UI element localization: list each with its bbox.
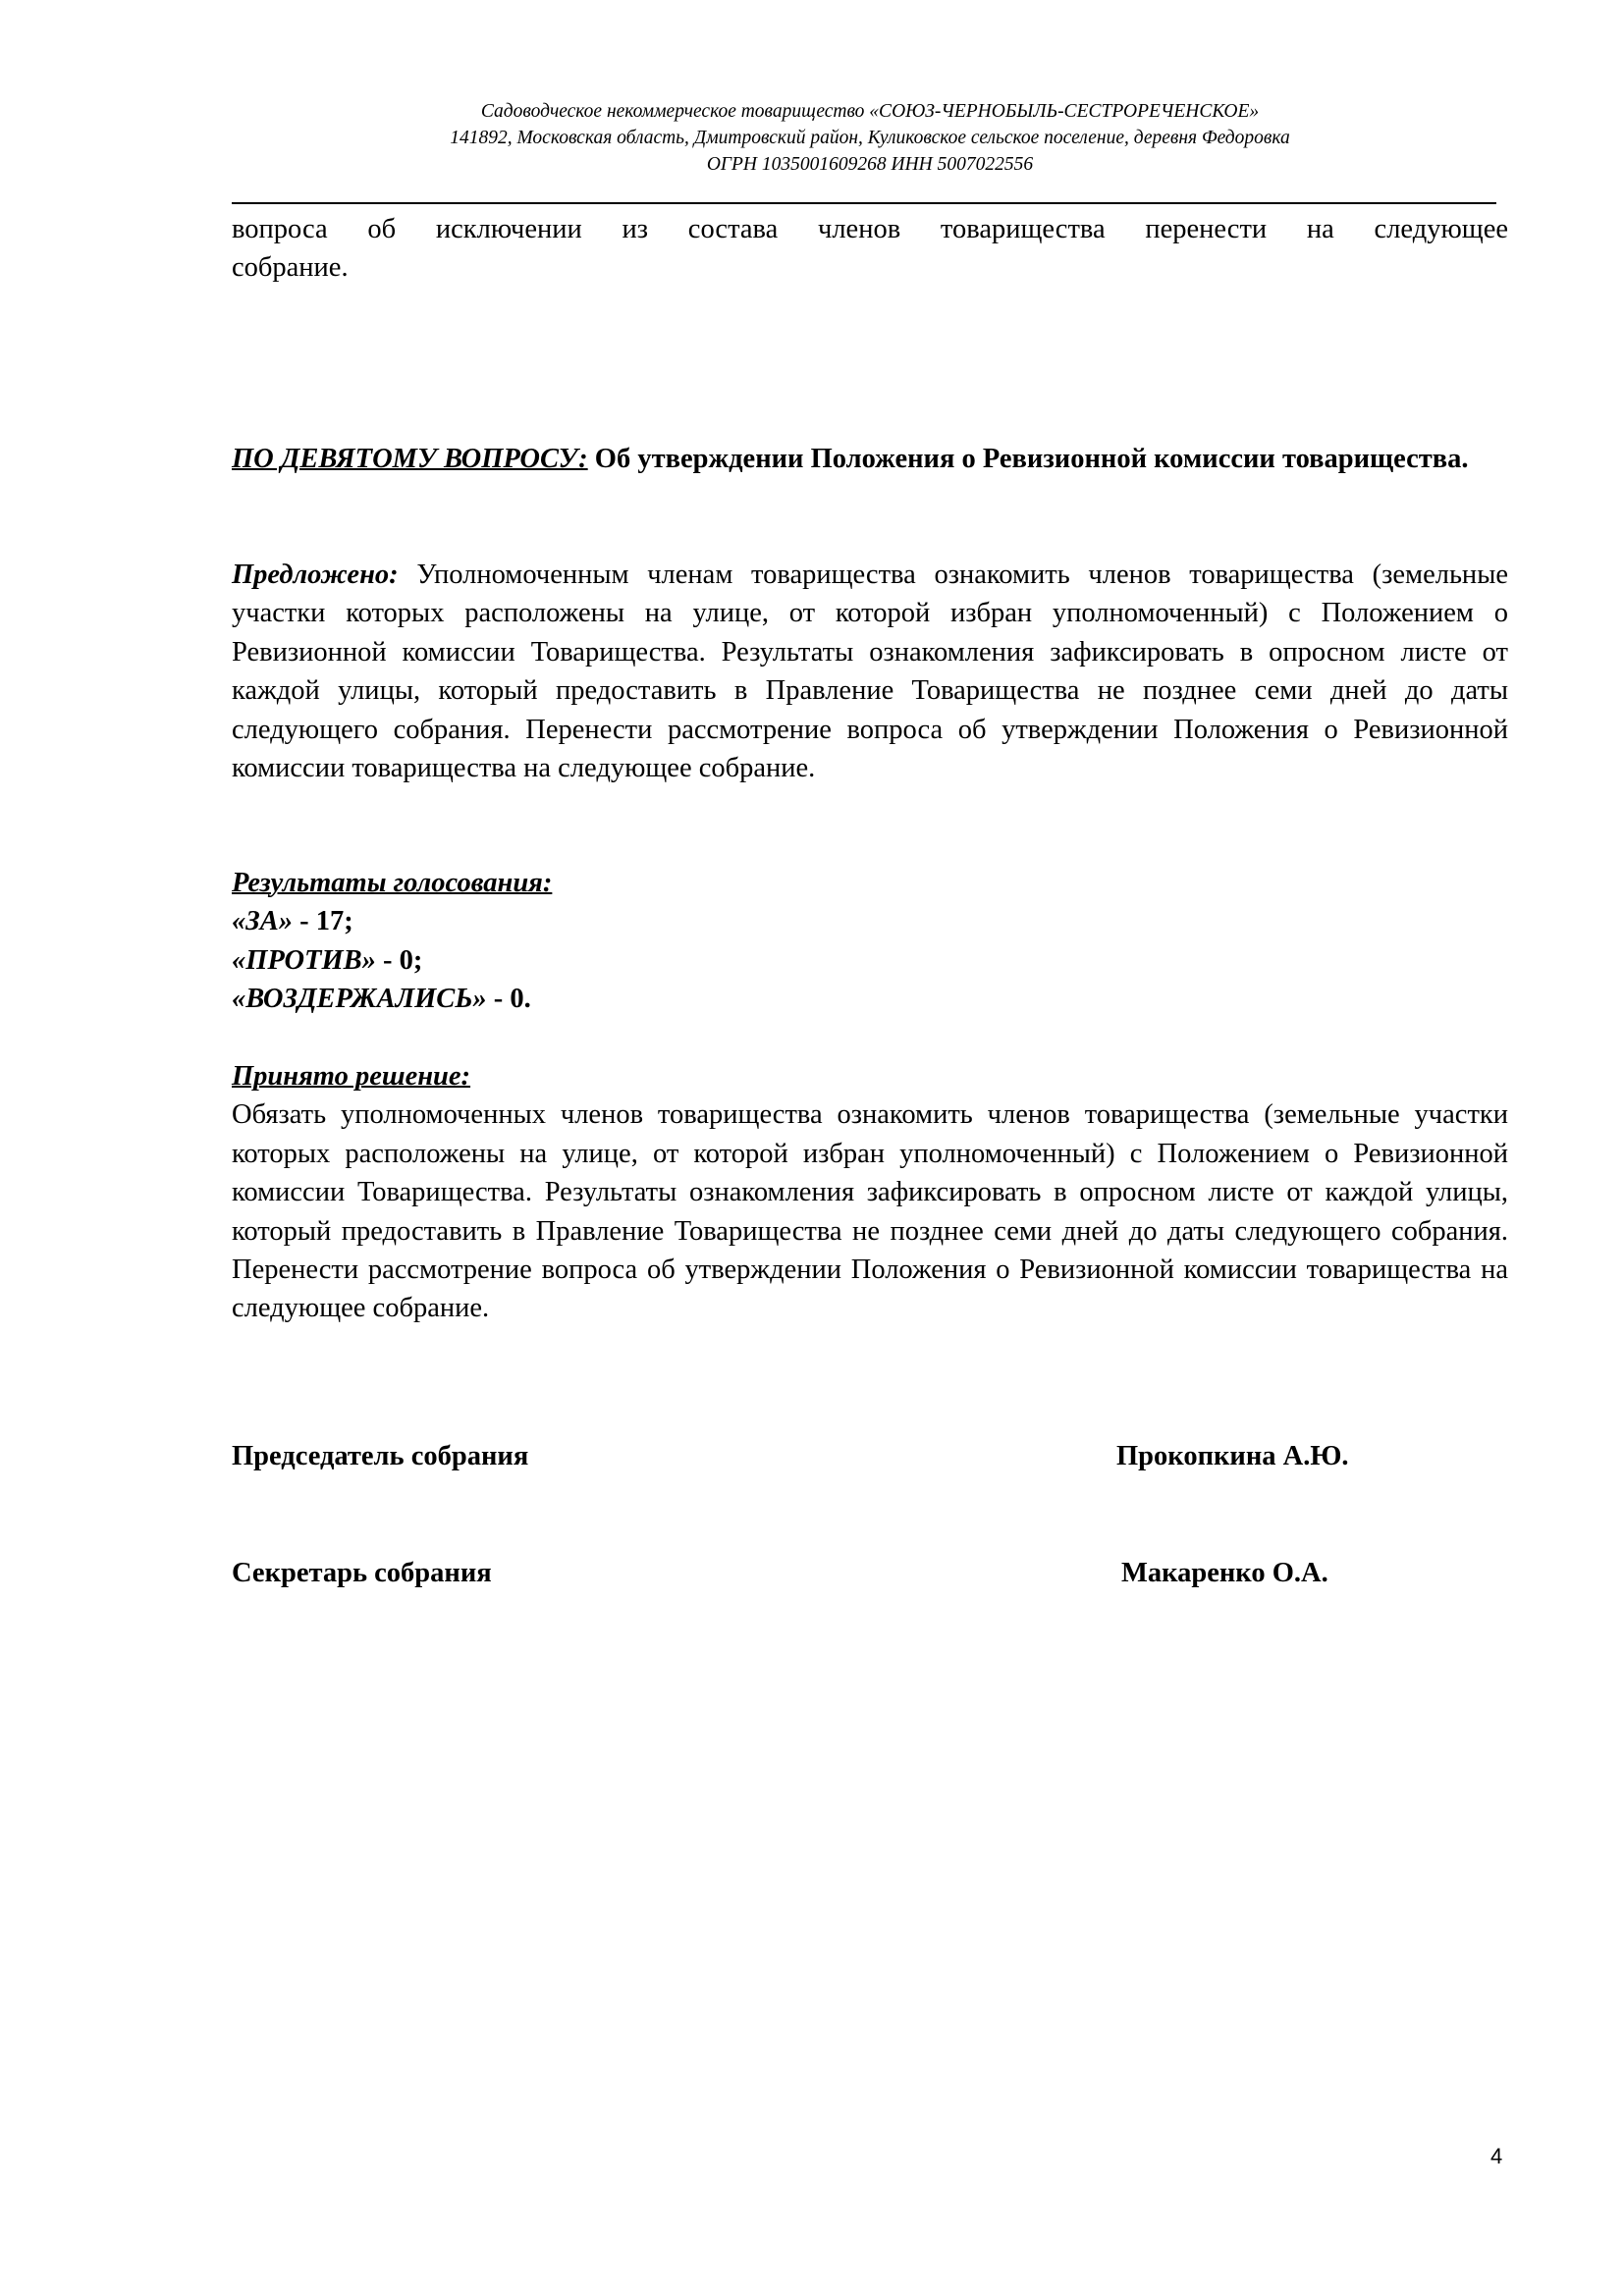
vote-row-for: [232, 902, 1508, 940]
vote-label: «ПРОТИВ»: [232, 944, 376, 976]
letterhead: [232, 98, 1508, 178]
secretary-role: Секретарь собрания: [232, 1558, 492, 1588]
question-9-label: ПО ДЕВЯТОМУ ВОПРОСУ:: [232, 444, 588, 474]
chair-role: Председатель собрания: [232, 1441, 529, 1471]
secretary-name: Макаренко О.А.: [1121, 1558, 1328, 1588]
decision-section: [232, 1057, 1508, 1328]
letterhead-org-name: Садоводческое некоммерческое товарищество «СОЮЗ-ЧЕРНОБЫЛЬ-СЕСТРОРЕЧЕНСКОЕ»: [480, 101, 1260, 122]
decision-text: Обязать уполномоченных членов товарищества ознакомить членов товарищества (земельные участки которых расположены на улице, от которой избран уполномоченный) с Положением о Ревизионной комиссии Товарищества. Результаты ознакомления зафиксировать в опросном листе от каждой улицы, который предоставить в Правление Товарищества не позднее семи дней до даты следующего собрания. Перенести рассмотрение вопроса об утверждении Положения о Ревизионной комиссии товарищества на следующее собрание.: [232, 1099, 1508, 1324]
vote-count: - 0;: [375, 944, 423, 976]
proposed-paragraph: [232, 556, 1508, 787]
vote-row-abstained: [232, 980, 1508, 1018]
voting-results-title: Результаты голосования:: [232, 868, 553, 898]
voting-results: [232, 864, 1508, 1019]
vote-count: - 17;: [293, 906, 353, 937]
vote-count: - 0.: [486, 984, 531, 1015]
question-9-title: Об утверждении Положения о Ревизионной комиссии товарищества.: [587, 444, 1469, 474]
header-divider: [232, 202, 1496, 204]
question-9-heading: [232, 440, 1508, 478]
continuation-paragraph: [232, 210, 1508, 288]
letterhead-registration-ids: ОГРН 1035001609268 ИНН 5007022556: [706, 154, 1034, 175]
chair-name: Прокопкина А.Ю.: [1116, 1441, 1349, 1471]
proposed-text: Уполномоченным членам товарищества ознакомить членов товарищества (земельные участки которых расположены на улице, от которой избран уполномоченный) с Положением о Ревизионной комиссии Товарищества. Результаты ознакомления зафиксировать в опросном листе от каждой улицы, который предоставить в Правление Товарищества не позднее семи дней до даты следующего собрания. Перенести рассмотрение вопроса об утверждении Положения о Ревизионной комиссии товарищества на следующее собрание.: [232, 560, 1508, 784]
vote-row-against: [232, 941, 1508, 980]
proposed-label: Предложено:: [232, 560, 399, 590]
vote-label: «ЗА»: [232, 906, 294, 937]
continuation-line-1: вопроса об исключении из состава членов товарищества перенести на следующее: [232, 214, 1508, 244]
page-number: 4: [1490, 2144, 1503, 2168]
vote-label: «ВОЗДЕРЖАЛИСЬ»: [232, 984, 487, 1015]
letterhead-address: 141892, Московская область, Дмитровский район, Куликовское сельское поселение, деревня Федоровка: [450, 128, 1290, 148]
continuation-line-2: собрание.: [232, 252, 349, 284]
decision-title: Принято решение:: [232, 1061, 471, 1092]
